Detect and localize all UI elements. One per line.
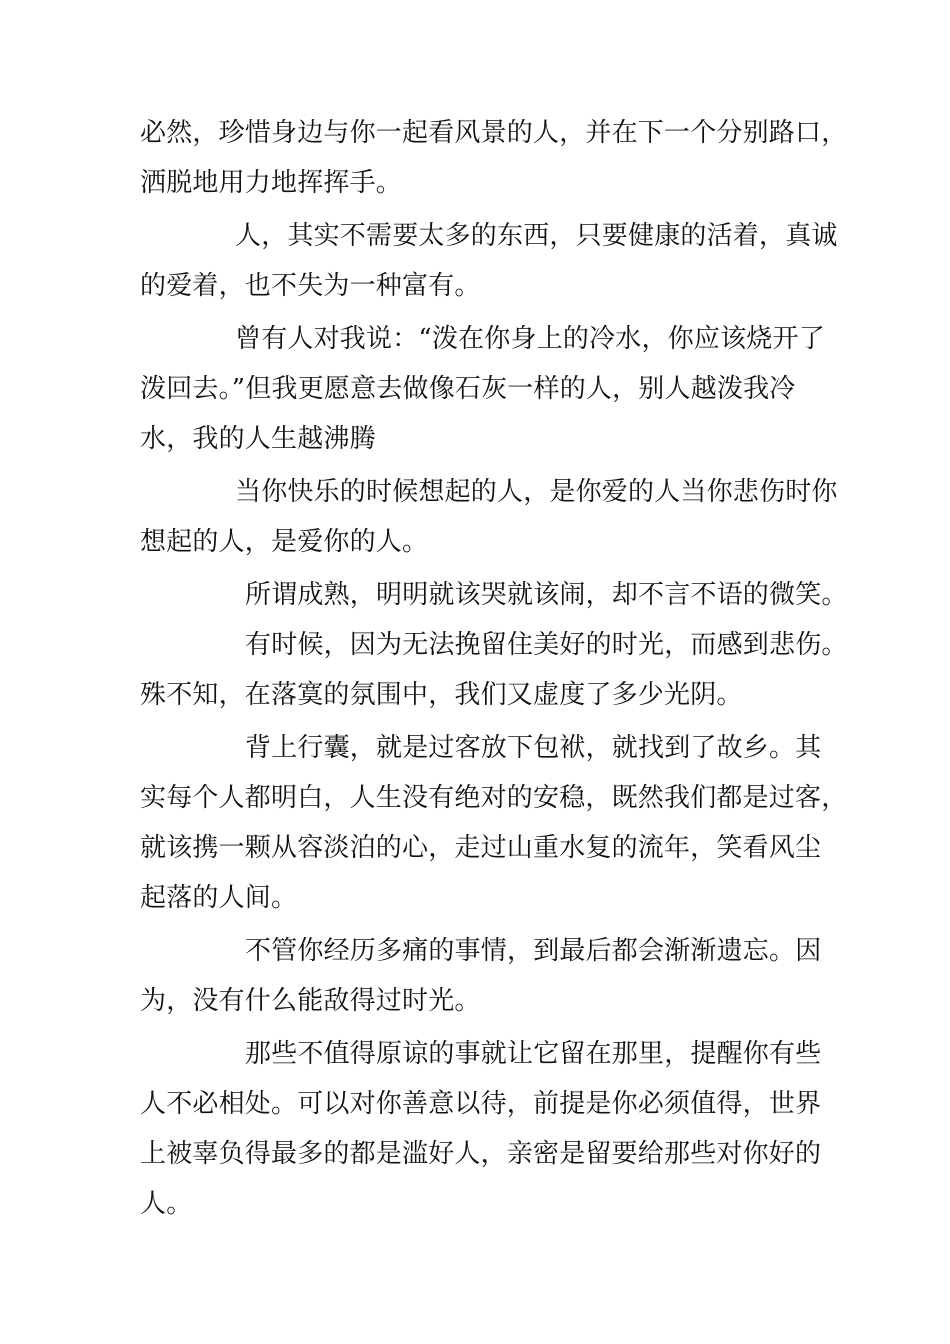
- text-line-14: 实每个人都明白，人生没有绝对的安稳，既然我们都是过客，: [140, 783, 848, 813]
- text-line-1: 必然，珍惜身边与你一起看风景的人，并在下一个分别路口，: [140, 118, 848, 148]
- text-line-19: 那些不值得原谅的事就让它留在那里，提醒你有些: [245, 1039, 822, 1069]
- text-line-5: 曾有人对我说：“泼在你身上的冷水，你应该烧开了: [235, 324, 825, 354]
- text-line-12: 殊不知，在落寞的氛围中，我们又虚度了多少光阴。: [140, 680, 743, 710]
- text-line-20: 人不必相处。可以对你善意以待，前提是你必须值得，世界: [140, 1089, 822, 1119]
- text-line-7: 水，我的人生越沸腾: [140, 424, 376, 454]
- text-line-9: 想起的人，是爱你的人。: [140, 527, 429, 557]
- text-line-16: 起落的人间。: [140, 883, 298, 913]
- text-line-11: 有时候，因为无法挽留住美好的时光，而感到悲伤。: [245, 630, 848, 660]
- text-line-15: 就该携一颗从容淡泊的心，走过山重水复的流年，笑看风尘: [140, 833, 822, 863]
- text-line-4: 的爱着，也不失为一种富有。: [140, 271, 481, 301]
- text-line-10: 所谓成熟，明明就该哭就该闹，却不言不语的微笑。: [245, 580, 848, 610]
- text-line-17: 不管你经历多痛的事情，到最后都会渐渐遗忘。因: [245, 936, 822, 966]
- text-line-13: 背上行囊，就是过客放下包袱，就找到了故乡。其: [245, 733, 822, 763]
- text-line-2: 洒脱地用力地挥挥手。: [140, 168, 403, 198]
- text-line-8: 当你快乐的时候想起的人，是你爱的人当你悲伤时你: [235, 477, 838, 507]
- body-text: [140, 108, 848, 1229]
- text-line-21: 上被辜负得最多的都是滥好人，亲密是留要给那些对你好的: [140, 1139, 822, 1169]
- text-line-3: 人，其实不需要太多的东西，只要健康的活着，真诚: [235, 221, 838, 251]
- text-line-18: 为，没有什么能敌得过时光。: [140, 986, 481, 1016]
- text-line-22: 人。: [140, 1189, 193, 1219]
- text-line-6: 泼回去。”但我更愿意去做像石灰一样的人，别人越泼我冷: [140, 374, 796, 404]
